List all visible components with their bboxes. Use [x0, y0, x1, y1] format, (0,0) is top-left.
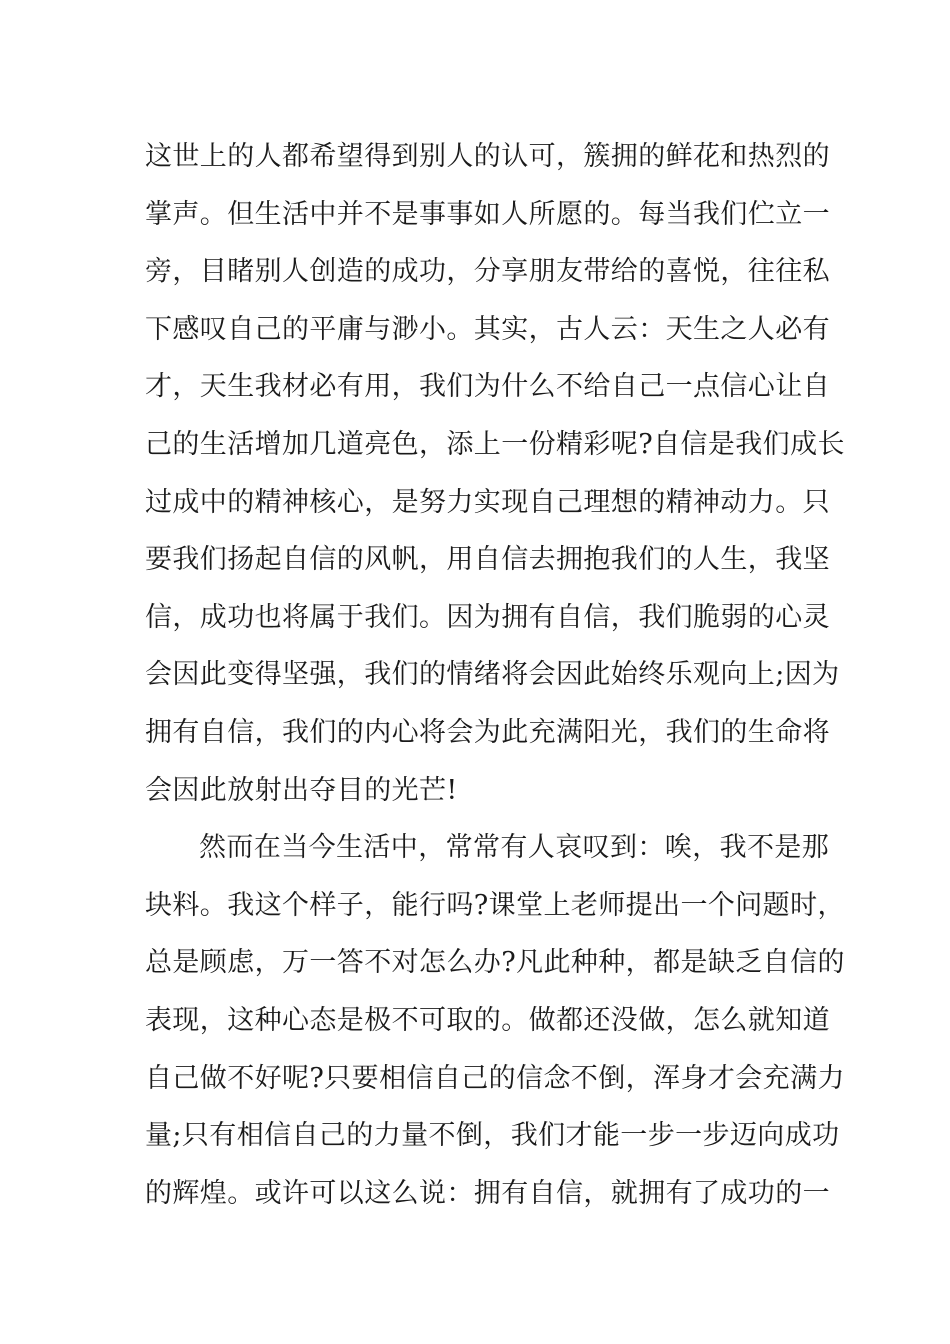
body-text: [145, 128, 845, 1222]
text-line: 己的生活增加几道亮色，添上一份精彩呢?自信是我们成长: [145, 428, 845, 460]
text-line: 块料。我这个样子，能行吗?课堂上老师提出一个问题时，: [145, 889, 845, 921]
text-line: 然而在当今生活中，常常有人哀叹到：唉，我不是那: [199, 832, 830, 864]
text-line: 旁，目睹别人创造的成功，分享朋友带给的喜悦，往往私: [145, 256, 830, 288]
text-line: 量;只有相信自己的力量不倒，我们才能一步一步迈向成功: [145, 1120, 840, 1152]
text-line: 会因此放射出夺目的光芒!: [145, 774, 458, 806]
paragraph-2: [145, 819, 845, 1222]
text-line: 总是顾虑，万一答不对怎么办?凡此种种，都是缺乏自信的: [145, 947, 845, 979]
text-line: 这世上的人都希望得到别人的认可，簇拥的鲜花和热烈的: [145, 141, 830, 172]
text-line: 要我们扬起自信的风帆，用自信去拥抱我们的人生，我坚: [145, 544, 830, 576]
text-line: 拥有自信，我们的内心将会为此充满阳光，我们的生命将: [145, 716, 830, 748]
text-line: 的辉煌。或许可以这么说：拥有自信，就拥有了成功的一: [145, 1177, 830, 1209]
paragraph-1: [145, 128, 845, 819]
text-line: 会因此变得坚强，我们的情绪将会因此始终乐观向上;因为: [145, 659, 840, 691]
text-line: 自己做不好呢?只要相信自己的信念不倒，浑身才会充满力: [145, 1062, 845, 1094]
text-line: 才，天生我材必有用，我们为什么不给自己一点信心让自: [145, 371, 830, 403]
text-line: 下感叹自己的平庸与渺小。其实，古人云：天生之人必有: [145, 313, 830, 345]
text-line: 过成中的精神核心，是努力实现自己理想的精神动力。只: [145, 486, 830, 518]
text-line: 掌声。但生活中并不是事事如人所愿的。每当我们伫立一: [145, 198, 830, 230]
text-line: 信，成功也将属于我们。因为拥有自信，我们脆弱的心灵: [145, 601, 830, 633]
text-line: 表现，这种心态是极不可取的。做都还没做，怎么就知道: [145, 1004, 830, 1036]
